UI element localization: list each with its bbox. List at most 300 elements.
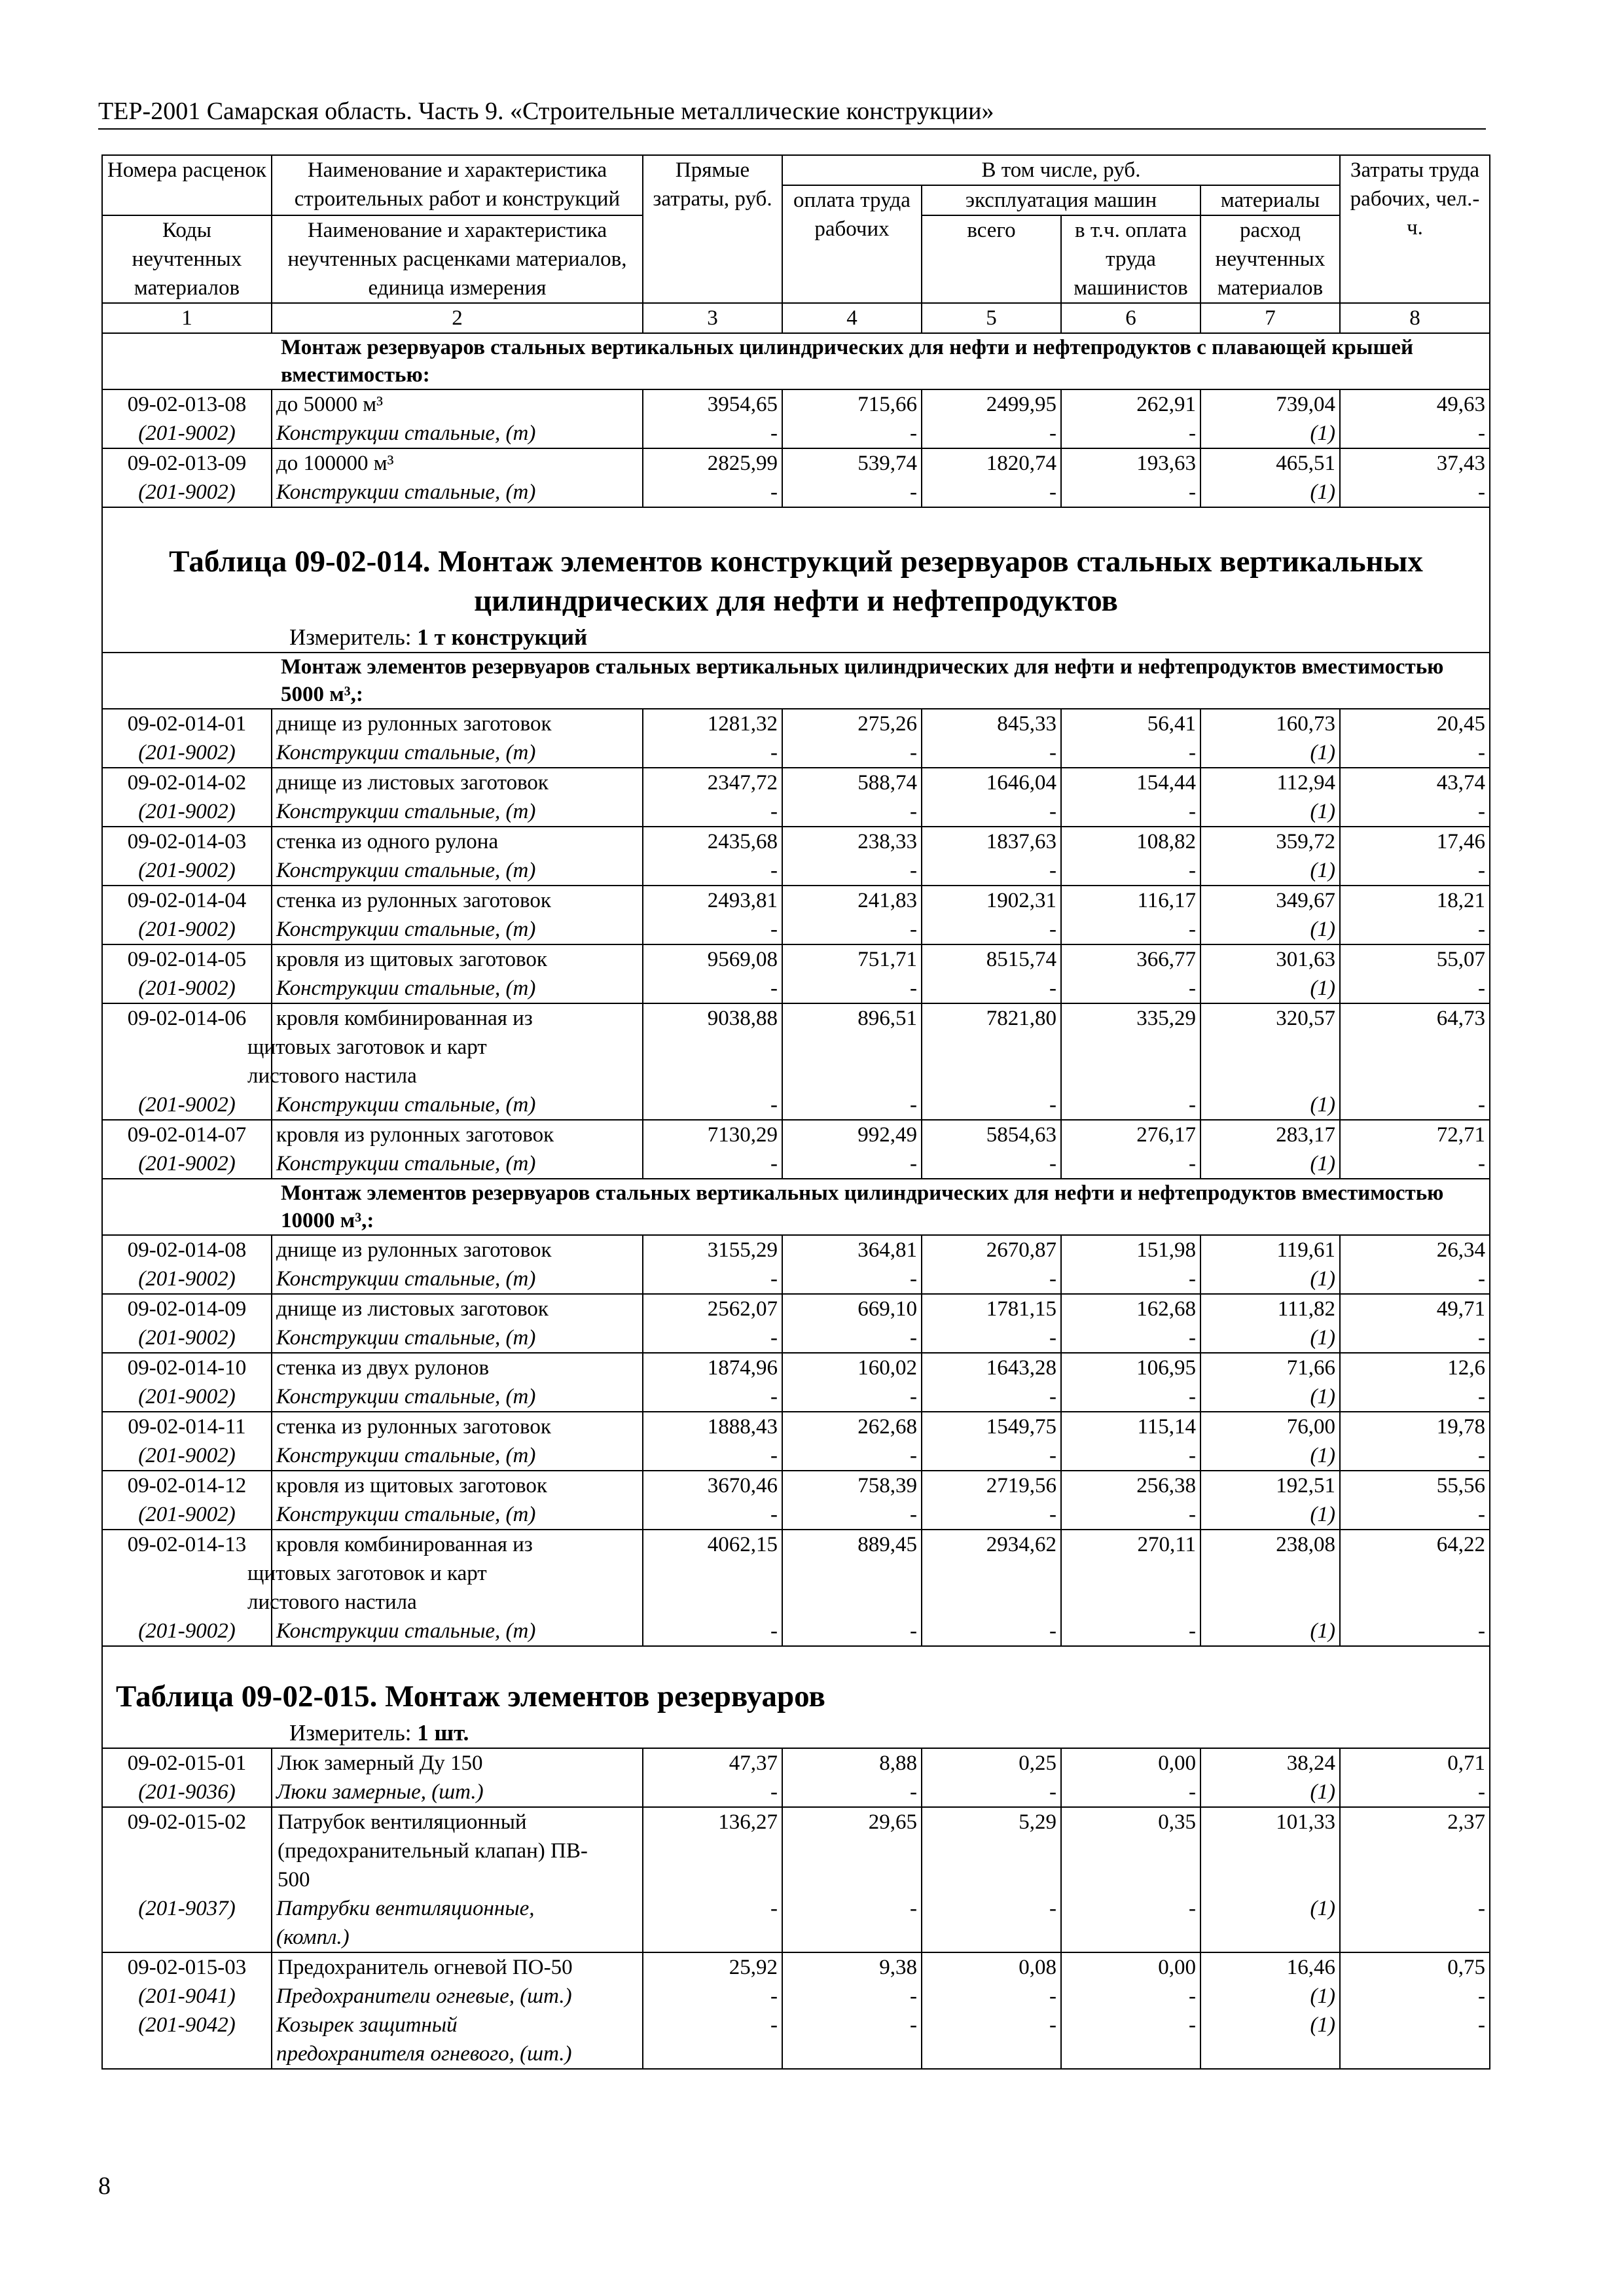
direct-cost: 3670,46: [643, 1471, 782, 1500]
work-name-line: листового настила: [247, 1064, 417, 1088]
labor-hours: 37,43: [1340, 448, 1490, 478]
col7-header: расход неучтенных материалов: [1200, 215, 1340, 303]
machine-cost: 1820,74: [922, 448, 1061, 478]
labor-cost: 669,10: [782, 1294, 922, 1323]
material-qty: (1): [1200, 1500, 1340, 1530]
dash: -: [643, 1778, 782, 1807]
machinist-cost: 56,41: [1061, 709, 1200, 738]
direct-cost: 3155,29: [643, 1235, 782, 1265]
dash: -: [922, 1441, 1061, 1471]
material-name: Конструкции стальные, (т): [272, 478, 643, 507]
dash: -: [1340, 1323, 1490, 1353]
labor-hours: 55,07: [1340, 944, 1490, 974]
group-mach-header: эксплуатация машин: [922, 185, 1200, 215]
rate-code: 09-02-013-09: [102, 448, 272, 478]
machine-cost: 0,25: [922, 1748, 1061, 1778]
machinist-cost: 0,00: [1061, 1952, 1200, 1982]
dash: -: [922, 1323, 1061, 1353]
material-qty: (1): [1200, 1441, 1340, 1471]
work-name-line: кровля комбинированная из: [276, 1007, 533, 1030]
dash: -: [1061, 1617, 1200, 1646]
dash: -: [1340, 1265, 1490, 1294]
labor-cost: 241,83: [782, 886, 922, 915]
work-name: днище из листовых заготовок: [272, 1294, 643, 1323]
material-code: (201-9002): [102, 1265, 272, 1294]
rate-code: 09-02-015-03: [102, 1952, 272, 1982]
material-name: Конструкции стальные, (т): [272, 1323, 643, 1353]
rate-code: 09-02-014-04: [102, 886, 272, 915]
machine-cost: 1837,63: [922, 827, 1061, 856]
dash: -: [1340, 1441, 1490, 1471]
dash: -: [782, 1982, 922, 2011]
direct-cost: 1888,43: [643, 1412, 782, 1441]
dash: -: [1061, 738, 1200, 768]
dash: -: [1061, 419, 1200, 448]
machine-cost: 1781,15: [922, 1294, 1061, 1323]
dash: -: [922, 478, 1061, 507]
materials-cost: 111,82: [1200, 1294, 1340, 1323]
dash: -: [1061, 1500, 1200, 1530]
labor-cost: 8,88: [782, 1748, 922, 1778]
measure-line: [103, 623, 1489, 652]
dash: -: [922, 856, 1061, 886]
machine-cost: 0,08: [922, 1952, 1061, 1982]
material-code: (201-9002): [102, 1382, 272, 1412]
work-name-line: (предохранительный клапан) ПВ-: [278, 1839, 588, 1863]
material-code: (201-9002): [102, 1500, 272, 1530]
dash: -: [922, 1982, 1061, 2011]
dash: -: [643, 974, 782, 1003]
dash: -: [1340, 478, 1490, 507]
dash: -: [782, 2011, 922, 2069]
dash: -: [782, 1441, 922, 1471]
dash: -: [782, 1323, 922, 1353]
labor-cost: 29,65: [782, 1807, 922, 1894]
dash: -: [922, 2011, 1061, 2069]
work-name: до 100000 м³: [272, 448, 643, 478]
material-code: (201-9002): [102, 419, 272, 448]
measure-label: Измеритель:: [289, 1720, 412, 1746]
material-qty: (1): [1200, 1149, 1340, 1179]
col-number: 2: [272, 303, 643, 333]
dash: -: [643, 1894, 782, 1952]
labor-cost: 238,33: [782, 827, 922, 856]
table-title: Таблица 09-02-014. Монтаж элементов конструкций резервуаров стальных вертикальных: [169, 545, 1423, 579]
col4-header: оплата труда рабочих: [782, 185, 922, 303]
dash: -: [1061, 856, 1200, 886]
material-code: (201-9002): [102, 1323, 272, 1353]
material-name: Конструкции стальные, (т): [272, 1382, 643, 1412]
dash: -: [922, 915, 1061, 944]
dash: -: [643, 1500, 782, 1530]
measure-line: [103, 1719, 1489, 1748]
rate-code: 09-02-013-08: [102, 389, 272, 419]
material-qty: (1): [1200, 1778, 1340, 1807]
direct-cost: 136,27: [643, 1807, 782, 1894]
col-number: 8: [1340, 303, 1490, 333]
dash: -: [1061, 974, 1200, 1003]
rate-code: 09-02-014-13: [102, 1530, 272, 1617]
dash: -: [1340, 1149, 1490, 1179]
labor-hours: 26,34: [1340, 1235, 1490, 1265]
machine-cost: 2719,56: [922, 1471, 1061, 1500]
material-qty: (1): [1200, 1323, 1340, 1353]
material-name: Конструкции стальные, (т): [272, 856, 643, 886]
dash: -: [782, 915, 922, 944]
material-code: (201-9002): [102, 1441, 272, 1471]
work-name: кровля из рулонных заготовок: [272, 1120, 643, 1149]
machinist-cost: 276,17: [1061, 1120, 1200, 1149]
machine-cost: 1646,04: [922, 768, 1061, 797]
dash: -: [922, 419, 1061, 448]
labor-cost: 758,39: [782, 1471, 922, 1500]
direct-cost: 4062,15: [643, 1530, 782, 1617]
labor-hours: 2,37: [1340, 1807, 1490, 1894]
col8-header: Затраты труда рабочих, чел.-ч.: [1340, 155, 1490, 303]
work-name: Люк замерный Ду 150: [272, 1748, 643, 1778]
work-name: до 50000 м³: [272, 389, 643, 419]
materials-cost: 101,33: [1200, 1807, 1340, 1894]
materials-cost: 283,17: [1200, 1120, 1340, 1149]
dash: -: [922, 797, 1061, 827]
col2-bottom-header: Наименование и характеристика неучтенных расценками материалов, единица измерения: [272, 215, 643, 303]
group-in-header: В том числе, руб.: [782, 155, 1340, 185]
document-header: ТЕР-2001 Самарская область. Часть 9. «Строительные металлические конструкции»: [98, 98, 994, 125]
material-qty: (1): [1200, 1382, 1340, 1412]
dash: -: [1340, 915, 1490, 944]
dash: -: [922, 1382, 1061, 1412]
material-name: Предохранители огневые, (шт.): [272, 1982, 643, 2011]
rate-code: 09-02-014-11: [102, 1412, 272, 1441]
materials-cost: 38,24: [1200, 1748, 1340, 1778]
material-name: Конструкции стальные, (т): [272, 1617, 643, 1646]
machinist-cost: 193,63: [1061, 448, 1200, 478]
materials-cost: 320,57: [1200, 1003, 1340, 1090]
dash: -: [922, 1149, 1061, 1179]
material-name: Конструкции стальные, (т): [272, 1441, 643, 1471]
dash: -: [1340, 1778, 1490, 1807]
dash: -: [1340, 738, 1490, 768]
material-name-line: Патрубки вентиляционные,: [276, 1897, 535, 1920]
machine-cost: 1549,75: [922, 1412, 1061, 1441]
dash: -: [643, 856, 782, 886]
table-title: цилиндрических для нефти и нефтепродуктов: [474, 584, 1118, 618]
materials-cost: 112,94: [1200, 768, 1340, 797]
material-code: (201-9042): [102, 2011, 272, 2069]
dash: -: [1340, 856, 1490, 886]
machine-cost: 2670,87: [922, 1235, 1061, 1265]
materials-cost: 238,08: [1200, 1530, 1340, 1617]
work-name: [247, 1530, 643, 1617]
material-name: Конструкции стальные, (т): [272, 738, 643, 768]
material-qty: (1): [1200, 974, 1340, 1003]
dash: -: [643, 419, 782, 448]
dash: -: [1340, 797, 1490, 827]
dash: -: [922, 1265, 1061, 1294]
material-qty: (1): [1200, 478, 1340, 507]
machinist-cost: 366,77: [1061, 944, 1200, 974]
dash: -: [1061, 1441, 1200, 1471]
labor-cost: 275,26: [782, 709, 922, 738]
direct-cost: 3954,65: [643, 389, 782, 419]
material-code: (201-9002): [102, 1617, 272, 1646]
labor-hours: 55,56: [1340, 1471, 1490, 1500]
direct-cost: 2562,07: [643, 1294, 782, 1323]
work-name-line: кровля комбинированная из: [276, 1533, 533, 1556]
material-qty: (1): [1200, 856, 1340, 886]
material-code: (201-9002): [102, 1149, 272, 1179]
direct-cost: 1281,32: [643, 709, 782, 738]
dash: -: [1061, 1894, 1200, 1952]
work-name-line: листового настила: [247, 1590, 417, 1614]
labor-hours: 49,63: [1340, 389, 1490, 419]
work-name: [272, 1807, 643, 1894]
materials-cost: 119,61: [1200, 1235, 1340, 1265]
direct-cost: 9038,88: [643, 1003, 782, 1090]
machinist-cost: 262,91: [1061, 389, 1200, 419]
material-qty: (1): [1200, 797, 1340, 827]
labor-hours: 43,74: [1340, 768, 1490, 797]
col5-header: всего: [922, 215, 1061, 303]
materials-cost: 359,72: [1200, 827, 1340, 856]
col2-top-header: Наименование и характеристика строительных работ и конструкций: [272, 155, 643, 215]
direct-cost: 1874,96: [643, 1353, 782, 1382]
col3-header: Прямые затраты, руб.: [643, 155, 782, 303]
dash: -: [782, 856, 922, 886]
dash: -: [1340, 419, 1490, 448]
material-qty: (1): [1200, 2011, 1340, 2069]
material-code: (201-9036): [102, 1778, 272, 1807]
work-name: днище из рулонных заготовок: [272, 1235, 643, 1265]
machinist-cost: 0,00: [1061, 1748, 1200, 1778]
rate-code: 09-02-014-02: [102, 768, 272, 797]
machinist-cost: 108,82: [1061, 827, 1200, 856]
dash: -: [1340, 1982, 1490, 2011]
machine-cost: 5854,63: [922, 1120, 1061, 1149]
machinist-cost: 270,11: [1061, 1530, 1200, 1617]
header-rule: [98, 128, 1486, 130]
dash: -: [1061, 1778, 1200, 1807]
work-name-line: щитовых заготовок и карт: [247, 1035, 487, 1059]
col6-header: в т.ч. оплата труда машинистов: [1061, 215, 1200, 303]
rate-code: 09-02-014-08: [102, 1235, 272, 1265]
labor-cost: 896,51: [782, 1003, 922, 1090]
rate-code: 09-02-014-07: [102, 1120, 272, 1149]
dash: -: [782, 974, 922, 1003]
work-name: стенка из рулонных заготовок: [272, 886, 643, 915]
dash: -: [643, 915, 782, 944]
machinist-cost: 0,35: [1061, 1807, 1200, 1894]
rate-code: 09-02-014-06: [102, 1003, 272, 1090]
rate-code: 09-02-014-01: [102, 709, 272, 738]
materials-cost: 192,51: [1200, 1471, 1340, 1500]
col-number: 6: [1061, 303, 1200, 333]
machine-cost: 2934,62: [922, 1530, 1061, 1617]
direct-cost: 2493,81: [643, 886, 782, 915]
direct-cost: 2825,99: [643, 448, 782, 478]
dash: -: [1340, 1617, 1490, 1646]
dash: -: [1061, 915, 1200, 944]
col-number: 3: [643, 303, 782, 333]
col1-bottom-header: Коды неучтенных материалов: [102, 215, 272, 303]
dash: -: [782, 1894, 922, 1952]
work-name-line: Патрубок вентиляционный: [278, 1810, 527, 1834]
dash: -: [922, 1500, 1061, 1530]
dash: -: [643, 1323, 782, 1353]
work-name-line: щитовых заготовок и карт: [247, 1562, 487, 1585]
dash: -: [1340, 1894, 1490, 1952]
dash: -: [782, 1265, 922, 1294]
dash: -: [1061, 478, 1200, 507]
material-name-line: предохранителя огневого, (шт.): [276, 2042, 572, 2066]
materials-cost: 465,51: [1200, 448, 1340, 478]
dash: -: [643, 738, 782, 768]
work-name: стенка из двух рулонов: [272, 1353, 643, 1382]
labor-hours: 64,73: [1340, 1003, 1490, 1090]
dash: -: [1061, 1090, 1200, 1120]
materials-cost: 301,63: [1200, 944, 1340, 974]
rate-code: 09-02-014-12: [102, 1471, 272, 1500]
dash: -: [782, 797, 922, 827]
dash: -: [643, 2011, 782, 2069]
dash: -: [643, 1265, 782, 1294]
dash: -: [782, 1090, 922, 1120]
labor-cost: 9,38: [782, 1952, 922, 1982]
page-number: 8: [98, 2172, 111, 2200]
machinist-cost: 115,14: [1061, 1412, 1200, 1441]
material-qty: (1): [1200, 419, 1340, 448]
material-code: (201-9002): [102, 738, 272, 768]
dash: -: [1061, 1982, 1200, 2011]
dash: -: [643, 1441, 782, 1471]
dash: -: [643, 1382, 782, 1412]
direct-cost: 47,37: [643, 1748, 782, 1778]
dash: -: [643, 478, 782, 507]
col-number: 1: [102, 303, 272, 333]
material-qty: (1): [1200, 1090, 1340, 1120]
material-name: Конструкции стальные, (т): [272, 797, 643, 827]
labor-hours: 0,75: [1340, 1952, 1490, 1982]
work-name: стенка из рулонных заготовок: [272, 1412, 643, 1441]
dash: -: [1061, 1382, 1200, 1412]
material-code: (201-9002): [102, 478, 272, 507]
section-title: Монтаж элементов резервуаров стальных вертикальных цилиндрических для нефти и нефтепродуктов вместимостью 5000 м³,:: [272, 653, 1490, 709]
material-name: Конструкции стальные, (т): [272, 1090, 643, 1120]
material-name: Конструкции стальные, (т): [272, 915, 643, 944]
dash: -: [643, 1982, 782, 2011]
material-name-line: Козырек защитный: [276, 2013, 458, 2037]
materials-cost: 76,00: [1200, 1412, 1340, 1441]
material-name-line: (компл.): [276, 1926, 350, 1949]
dash: -: [643, 1090, 782, 1120]
work-name: кровля из щитовых заготовок: [272, 944, 643, 974]
labor-hours: 72,71: [1340, 1120, 1490, 1149]
material-code: (201-9002): [102, 974, 272, 1003]
labor-hours: 20,45: [1340, 709, 1490, 738]
labor-cost: 588,74: [782, 768, 922, 797]
dash: -: [782, 1500, 922, 1530]
labor-cost: 539,74: [782, 448, 922, 478]
col-number: 4: [782, 303, 922, 333]
work-name: днище из рулонных заготовок: [272, 709, 643, 738]
material-name: Люки замерные, (шт.): [272, 1778, 643, 1807]
labor-cost: 160,02: [782, 1353, 922, 1382]
material-code: (201-9002): [102, 856, 272, 886]
dash: -: [643, 797, 782, 827]
measure-value: 1 т конструкций: [417, 624, 588, 650]
rate-code: 09-02-014-03: [102, 827, 272, 856]
direct-cost: 2347,72: [643, 768, 782, 797]
materials-cost: 160,73: [1200, 709, 1340, 738]
material-name: Конструкции стальные, (т): [272, 974, 643, 1003]
section-gap: [102, 653, 272, 709]
dash: -: [782, 1382, 922, 1412]
materials-cost: 739,04: [1200, 389, 1340, 419]
labor-hours: 12,6: [1340, 1353, 1490, 1382]
machine-cost: 2499,95: [922, 389, 1061, 419]
material-name: [272, 1894, 643, 1952]
labor-hours: 18,21: [1340, 886, 1490, 915]
machinist-cost: 106,95: [1061, 1353, 1200, 1382]
machine-cost: 845,33: [922, 709, 1061, 738]
work-name: стенка из одного рулона: [272, 827, 643, 856]
material-qty: (1): [1200, 915, 1340, 944]
dash: -: [922, 738, 1061, 768]
material-qty: (1): [1200, 1617, 1340, 1646]
table-14-title-block: [102, 507, 1490, 653]
rate-code: 09-02-015-01: [102, 1748, 272, 1778]
dash: -: [1340, 974, 1490, 1003]
labor-hours: 17,46: [1340, 827, 1490, 856]
machine-cost: 1902,31: [922, 886, 1061, 915]
labor-hours: 0,71: [1340, 1748, 1490, 1778]
material-name: Конструкции стальные, (т): [272, 419, 643, 448]
direct-cost: 9569,08: [643, 944, 782, 974]
labor-hours: 64,22: [1340, 1530, 1490, 1617]
dash: -: [782, 1617, 922, 1646]
material-code: (201-9041): [102, 1982, 272, 2011]
rate-code: 09-02-015-02: [102, 1807, 272, 1894]
dash: -: [1340, 2011, 1490, 2069]
work-name-line: 500: [278, 1868, 310, 1892]
labor-cost: 992,49: [782, 1120, 922, 1149]
section-title: Монтаж резервуаров стальных вертикальных цилиндрических для нефти и нефтепродуктов с плавающей крышей вместимостью:: [272, 333, 1490, 389]
dash: -: [782, 419, 922, 448]
labor-cost: 715,66: [782, 389, 922, 419]
dash: -: [782, 1149, 922, 1179]
dash: -: [922, 974, 1061, 1003]
material-code: (201-9002): [102, 1090, 272, 1120]
measure-value: 1 шт.: [417, 1720, 469, 1746]
material-name: Конструкции стальные, (т): [272, 1500, 643, 1530]
table-title: Таблица 09-02-015. Монтаж элементов резервуаров: [116, 1679, 825, 1713]
section-gap: [102, 1179, 272, 1235]
labor-cost: 751,71: [782, 944, 922, 974]
dash: -: [782, 738, 922, 768]
dash: -: [1061, 1149, 1200, 1179]
machinist-cost: 154,44: [1061, 768, 1200, 797]
material-name: Конструкции стальные, (т): [272, 1149, 643, 1179]
machine-cost: 8515,74: [922, 944, 1061, 974]
work-name: днище из листовых заготовок: [272, 768, 643, 797]
group-mat-header: материалы: [1200, 185, 1340, 215]
work-name: кровля из щитовых заготовок: [272, 1471, 643, 1500]
dash: -: [643, 1617, 782, 1646]
materials-cost: 16,46: [1200, 1952, 1340, 1982]
direct-cost: 2435,68: [643, 827, 782, 856]
section-title: Монтаж элементов резервуаров стальных вертикальных цилиндрических для нефти и нефтепродуктов вместимостью 10000 м³,:: [272, 1179, 1490, 1235]
labor-hours: 19,78: [1340, 1412, 1490, 1441]
